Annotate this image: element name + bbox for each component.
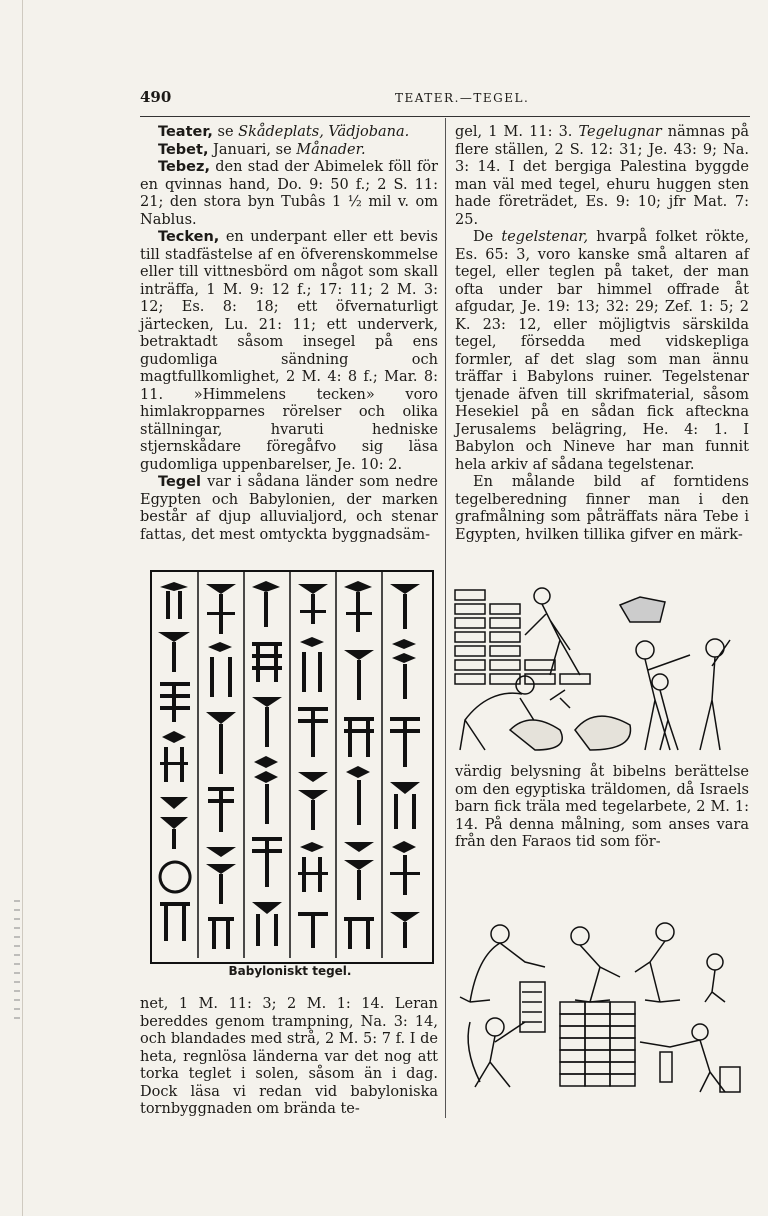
page-edge xyxy=(22,0,23,1216)
cross-ref: Tegelugnar xyxy=(578,124,662,140)
lemma-teater: Teater, xyxy=(158,124,213,140)
brick-stack-icon xyxy=(455,590,590,684)
page-header xyxy=(140,88,750,112)
right-column-top xyxy=(455,124,749,544)
running-head: TEATER.—TEGEL. xyxy=(395,91,530,105)
entry-text: se xyxy=(212,124,239,140)
cuneiform-drawing xyxy=(152,572,428,958)
continued-paragraph: net, 1 M. 11: 3; 2 M. 1: 14. Leran bereddes genom trampning, Na. 3: 14, och blandades med strå, 2 M. 5: 7 f. I de heta, regnlösa länderna var det nog att torka teglet i solen, såsom än i dag. Dock läsa vi redan vid babyloniska tornbyggnaden om brända te- xyxy=(140,996,438,1117)
column-rule xyxy=(445,118,446,1118)
paragraph-continuation xyxy=(455,124,749,229)
left-column-bottom xyxy=(140,996,438,1119)
entry-tecken xyxy=(140,229,438,474)
entry-text: den stad der Abimelek föll för en qvinnas hand, Do. 9: 50 f.; 2 S. 11: 21; den stora byn Tubâs 1 ½ mil v. om Nablus. xyxy=(140,159,438,228)
text-run: nämnas på flere ställen, 2 S. 12: 31; Je. 43: 9; Na. 3: 14. I det bergiga Palestina byggde man väl med tegel, ehuru huggen sten hade företrädet, Es. 9: 10; jfr Mat. 7: 25. xyxy=(455,124,749,228)
text-run: De xyxy=(473,229,502,245)
brick-wall-icon xyxy=(560,1002,635,1086)
scan-artifact xyxy=(14,900,20,1020)
entry-tebet xyxy=(140,142,438,160)
paragraph-tegelstenar xyxy=(455,229,749,474)
page-number: 490 xyxy=(140,88,172,106)
egyptian-brickmaking-illustration-bottom xyxy=(450,922,750,1102)
babylonian-brick-illustration xyxy=(150,570,434,964)
entry-text: Januari, se xyxy=(208,141,297,158)
right-column-middle xyxy=(455,764,749,852)
cross-ref: Skådeplats, Vädjobana. xyxy=(238,124,410,140)
entry-tegel xyxy=(140,474,438,544)
figure-caption: Babyloniskt tegel. xyxy=(228,964,352,978)
egyptian-brickmaking-illustration-top xyxy=(450,580,750,760)
header-rule xyxy=(140,116,750,117)
brick-workers-drawing xyxy=(450,922,750,1102)
paragraph-tralmalning: värdig belysning åt bibelns berättelse om den egyptiska träldomen, då Israels barn fick träla med tegelarbete, 2 M. 1: 14. På denna målning, som anses vara från den Faraos tid som för- xyxy=(455,764,749,850)
cross-ref: Månader. xyxy=(296,141,366,158)
lemma-tecken: Tecken, xyxy=(158,229,220,245)
entry-text: en underpant eller ett bevis till stadfästelse af en öfverenskommelse eller till vittnesbörd om något som skall inträffa, 1 M. 9: 12 f.; 17: 11; 2 M. 3: 12; Es. 8: 18; ett öfvernaturligt järtecken, Lu. 21: 11; ett underverk, betraktadt såsom insegel på ens gudomliga sändning och magtfullkomlighet, 2 M. 4: 8 f.; Mar. 8: 11. »Himmelens tecken» voro himlakropparnes rörelser och olika ställningar, hvaruti hedniske stjernskådare föregåfvo sig läsa gudomliga uppenbarelser, Je. 10: 2. xyxy=(140,229,438,473)
left-column-top xyxy=(140,124,438,544)
lemma-tegel: Tegel xyxy=(158,474,201,490)
lemma-tebez: Tebez, xyxy=(158,159,210,175)
cross-ref: tegelstenar, xyxy=(501,229,589,245)
lemma-tebet: Tebet, xyxy=(158,141,209,158)
brickmakers-drawing xyxy=(450,580,750,760)
entry-tebez xyxy=(140,159,438,229)
entry-teater xyxy=(140,124,438,142)
text-run: gel, 1 M. 11: 3. xyxy=(455,124,579,140)
text-run: hvarpå folket rökte, Es. 65: 3, voro kanske små altaren af tegel, eller teglen på taket, der man ofta under bar himmel offrade åt afgudar, Je. 19: 13; 32: 29; Zef. 1: 5; 2 K. 23: 12, eller möjligtvis särskilda tegel, försedda med vidskepliga formler, af det slag som man ännu träffar i Babylons ruiner. Tegelstenar tjenade äfven till skrifmaterial, såsom Hesekiel på en sådan fick afteckna Jerusalems belägring, He. 4: 1. I Babylon och Nineve har man funnit hela arkiv af sådana tegelstenar. xyxy=(455,229,749,473)
paragraph-grafmalning: En målande bild af forntidens tegelberedning finner man i den grafmålning som påträffats nära Tebe i Egypten, hvilken tillika gifver en märk- xyxy=(455,474,749,543)
entry-text: var i sådana länder som nedre Egypten och Babylonien, der marken består af djup alluvialjord, och stenar fattas, det mest omtyckta byggnadsäm- xyxy=(140,474,438,543)
